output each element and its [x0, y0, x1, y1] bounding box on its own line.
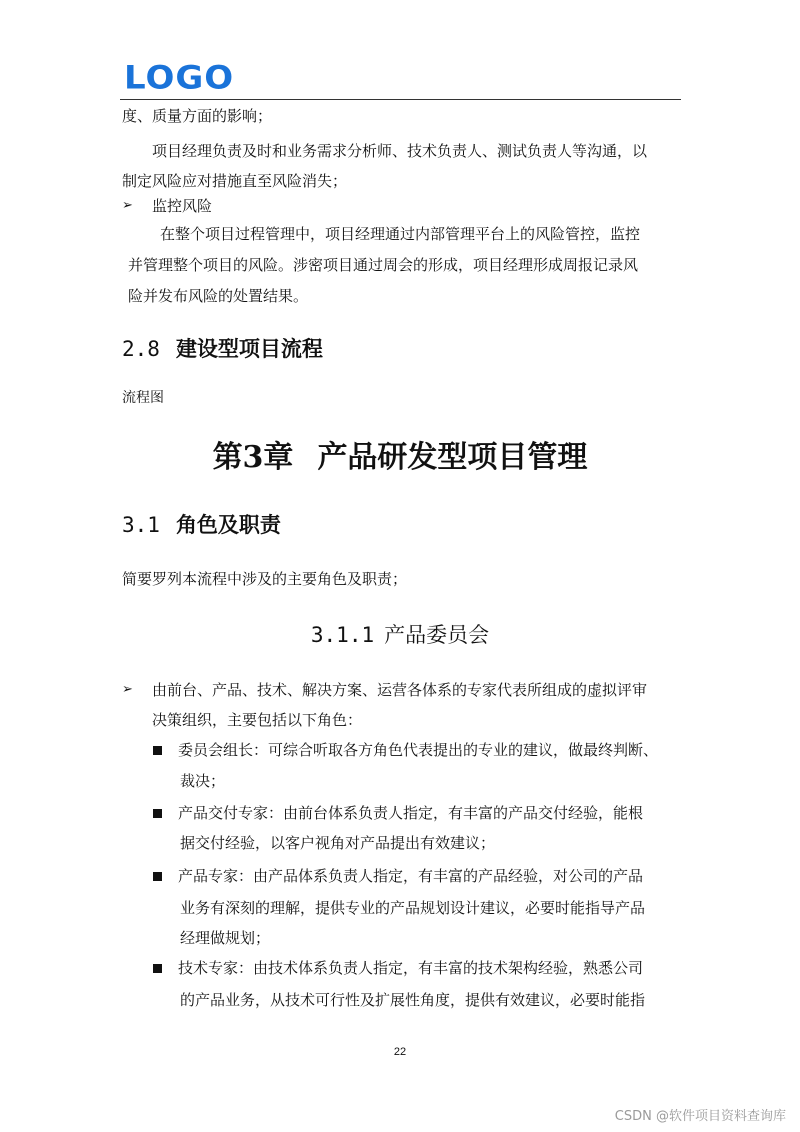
square-bullet-icon — [153, 809, 162, 818]
chapter-title — [0, 438, 800, 478]
role-line: 产品专家：由产品体系负责人指定，有丰富的产品经验，对公司的产品 — [178, 867, 644, 885]
list-item-line: 决策组织，主要包括以下角色： — [152, 711, 363, 729]
header-divider — [120, 99, 681, 100]
logo: LOGO — [124, 59, 235, 97]
watermark: CSDN @软件项目资料查询库 — [614, 1109, 786, 1124]
section-heading-3-1 — [122, 512, 281, 538]
arrow-bullet-icon: ➢ — [122, 682, 133, 697]
bullet-label: 监控风险 — [152, 197, 213, 215]
subsection-number: 3.1.1 — [310, 623, 375, 647]
role-line: 裁决； — [180, 772, 226, 790]
paragraph-line: 险并发布风险的处置结果。 — [128, 287, 309, 305]
paragraph-line: 并管理整个项目的风险。涉密项目通过周会的形成，项目经理形成周报记录风 — [128, 256, 639, 274]
role-line: 经理做规划； — [180, 929, 271, 947]
role-line: 据交付经验，以客户视角对产品提出有效建议； — [180, 834, 496, 852]
section-number: 2.8 — [122, 337, 160, 361]
role-line: 业务有深刻的理解，提供专业的产品规划设计建议，必要时能指导产品 — [180, 899, 646, 917]
chapter-name: 产品研发型项目管理 — [317, 440, 588, 475]
subsection-title: 产品委员会 — [384, 623, 490, 647]
square-bullet-icon — [153, 964, 162, 973]
square-bullet-icon — [153, 746, 162, 755]
role-line: 产品交付专家：由前台体系负责人指定，有丰富的产品交付经验，能根 — [178, 804, 644, 822]
role-line: 技术专家：由技术体系负责人指定，有丰富的技术架构经验，熟悉公司 — [178, 959, 644, 977]
role-line: 委员会组长：可综合听取各方角色代表提出的专业的建议，做最终判断、 — [178, 741, 659, 759]
section-intro: 简要罗列本流程中涉及的主要角色及职责； — [122, 570, 408, 588]
subsection-heading-3-1-1 — [0, 622, 800, 648]
section-heading-2-8 — [122, 336, 323, 362]
chapter-number: 第3章 — [212, 440, 294, 475]
figure-caption: 流程图 — [122, 390, 164, 406]
role-line: 的产品业务，从技术可行性及扩展性角度，提供有效建议，必要时能指 — [180, 991, 646, 1009]
list-item-line: 由前台、产品、技术、解决方案、运营各体系的专家代表所组成的虚拟评审 — [152, 681, 648, 699]
paragraph-line: 制定风险应对措施直至风险消失； — [122, 172, 348, 190]
section-number: 3.1 — [122, 513, 160, 537]
paragraph-line: 在整个项目过程管理中，项目经理通过内部管理平台上的风险管控，监控 — [160, 225, 641, 243]
arrow-bullet-icon: ➢ — [122, 198, 133, 213]
section-title: 角色及职责 — [175, 512, 281, 537]
page-number: 22 — [393, 1046, 407, 1058]
paragraph-line: 项目经理负责及时和业务需求分析师、技术负责人、测试负责人等沟通，以 — [152, 142, 648, 160]
section-title: 建设型项目流程 — [175, 336, 323, 361]
square-bullet-icon — [153, 872, 162, 881]
paragraph-line: 度、质量方面的影响； — [122, 107, 273, 125]
